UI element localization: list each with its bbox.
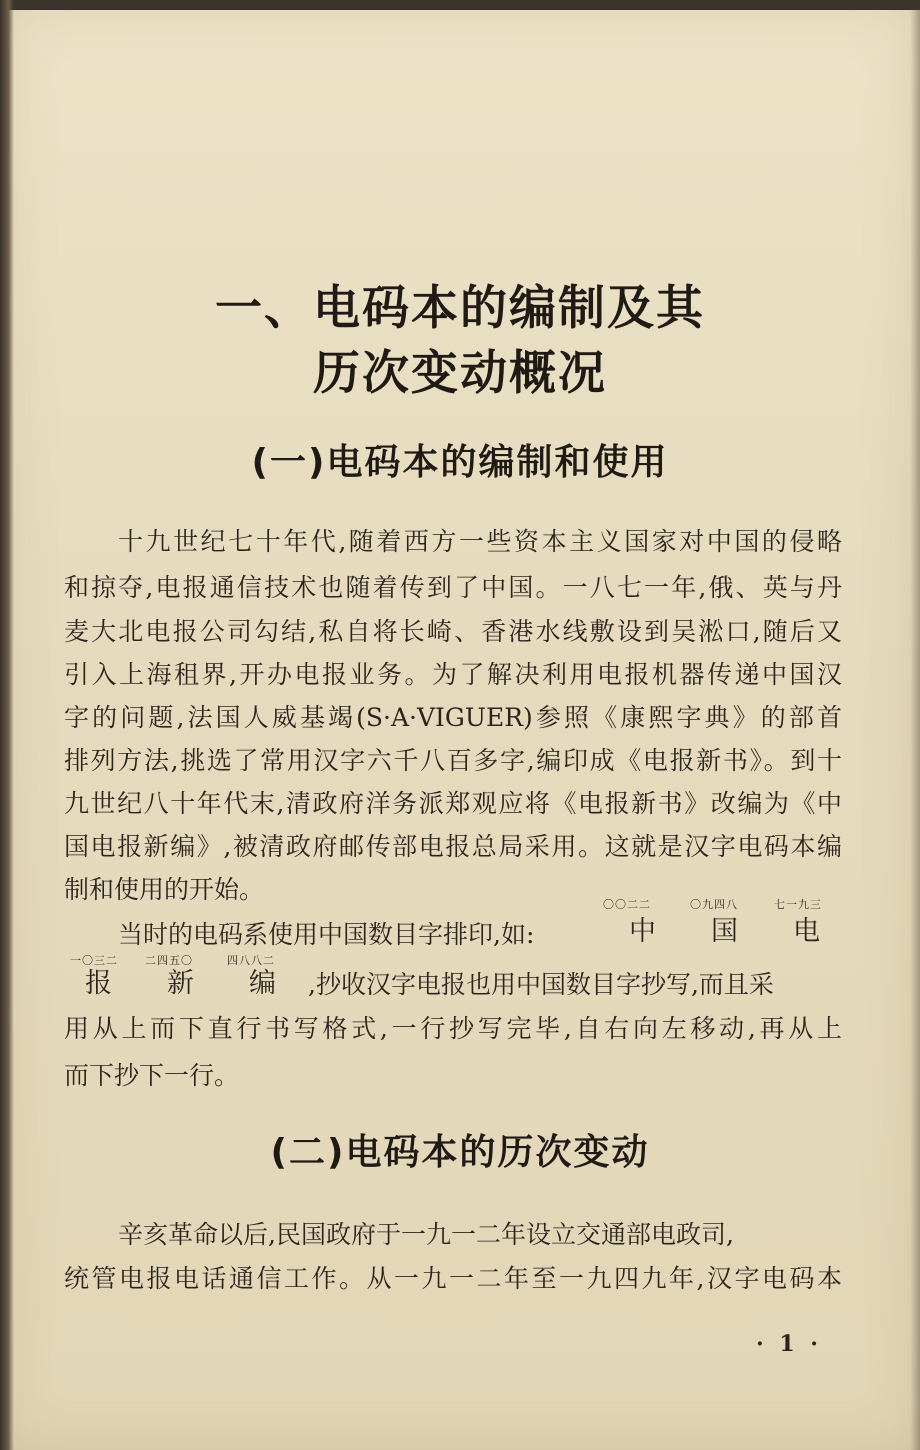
example-char-guo: 国 <box>711 916 738 947</box>
page-number: · 1 · <box>756 1331 822 1357</box>
paragraph-line: 字的问题,法国人威基竭(S·A·VIGUER)参照《康熙字典》的部首 <box>64 703 842 732</box>
chapter-title-line1: 一、电码本的编制及其 <box>215 281 705 336</box>
telegraph-code-xin: 二四五〇 <box>145 954 193 967</box>
page-binding-edge <box>0 0 14 1450</box>
chapter-title-line2: 历次变动概况 <box>313 346 607 401</box>
paragraph-line: 用从上而下直行书写格式,一行抄写完毕,自右向左移动,再从上 <box>64 1014 842 1043</box>
paragraph-line: 国电报新编》,被清政府邮传部电报总局采用。这就是汉字电码本编 <box>64 832 842 861</box>
telegraph-code-bian: 四八八二 <box>227 954 275 967</box>
paragraph-line: 麦大北电报公司勾结,私自将长崎、香港水线敷设到吴淞口,随后又 <box>64 617 842 646</box>
paragraph-line: 九世纪八十年代末,清政府洋务派郑观应将《电报新书》改编为《中 <box>64 789 842 818</box>
telegraph-code-guo: 〇九四八 <box>690 898 738 911</box>
example-char-bian: 编 <box>249 968 276 999</box>
paragraph-line: 排列方法,挑选了常用汉字六千八百多字,编印成《电报新书》。到十 <box>64 746 842 775</box>
section2-heading: (二)电码本的历次变动 <box>270 1132 650 1173</box>
paragraph-line: 引入上海租界,开办电报业务。为了解决利用电报机器传递中国汉 <box>64 660 842 689</box>
paragraph-line: 而下抄下一行。 <box>64 1061 240 1090</box>
example-char-xin: 新 <box>167 968 194 999</box>
example-char-bao: 报 <box>85 968 112 999</box>
example-char-zhong: 中 <box>629 916 656 947</box>
paragraph-line: 和掠夺,电报通信技术也随着传到了中国。一八七一年,俄、英与丹 <box>64 573 842 602</box>
example-char-dian: 电 <box>793 916 820 947</box>
page-top-edge <box>0 0 920 10</box>
telegraph-code-bao: 一〇三二 <box>70 954 118 967</box>
paragraph-line: 统管电报电话通信工作。从一九一二年至一九四九年,汉字电码本 <box>64 1264 842 1293</box>
paragraph-line: 十九世纪七十年代,随着西方一些资本主义国家对中国的侵略 <box>118 527 842 556</box>
example-continuation: ,抄收汉字电报也用中国数目字抄写,而且采 <box>308 970 774 999</box>
section1-heading: (一)电码本的编制和使用 <box>251 442 669 483</box>
telegraph-code-dian: 七一九三 <box>774 898 822 911</box>
telegraph-code-zhong: 〇〇二二 <box>603 898 651 911</box>
paragraph-line: 辛亥革命以后,民国政府于一九一二年设立交通部电政司, <box>118 1220 734 1249</box>
page-right-shadow <box>910 0 920 1450</box>
example-lead-text: 当时的电码系使用中国数目字排印,如: <box>118 920 535 949</box>
paragraph-line: 制和使用的开始。 <box>64 875 265 904</box>
